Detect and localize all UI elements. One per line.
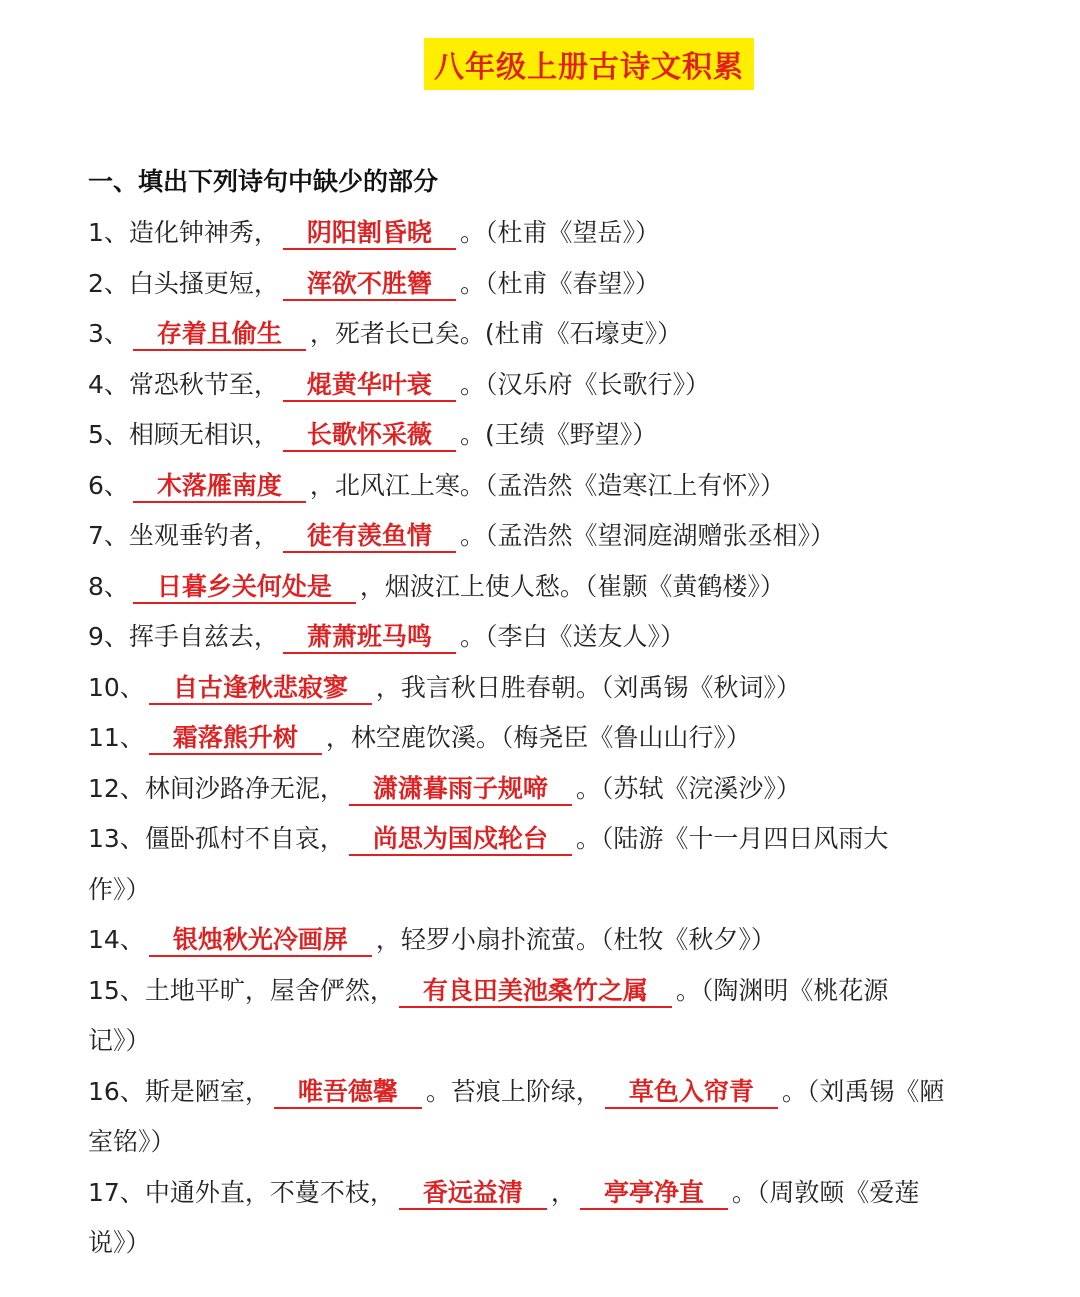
question-source: ，林空鹿饮溪。（梅尧臣《鲁山山行》）: [325, 723, 751, 752]
answer-blank: 潇潇暮雨子规啼: [349, 774, 572, 806]
question-item: [88, 562, 993, 613]
question-source: 。（刘禹锡《陋: [781, 1076, 945, 1106]
question-text: 土地平旷，屋舍俨然，: [144, 975, 395, 1005]
question-number: 5、: [88, 420, 129, 449]
answer-blank: 香远益清: [399, 1178, 547, 1210]
question-item: [88, 814, 993, 915]
section-heading: 一、填出下列诗句中缺少的部分: [88, 167, 439, 196]
answer-blank: 唯吾德馨: [274, 1077, 422, 1109]
question-number: 15、: [88, 975, 145, 1005]
question-source: 。（陶渊明《桃花源: [675, 975, 889, 1005]
answer-blank: 有良田美池桑竹之属: [399, 976, 672, 1008]
question-text: 常恐秋节至，: [128, 369, 279, 399]
question-source: 。（汉乐府《长歌行》）: [459, 369, 710, 399]
question-source: 。（杜甫《望岳》）: [459, 218, 660, 247]
question-item: [88, 915, 993, 966]
question-item: [88, 309, 993, 360]
question-source-continued: 记》）: [88, 1026, 151, 1055]
question-source: 。（陆游《十一月四日风雨大: [575, 824, 889, 853]
answer-blank: 木落雁南度: [133, 471, 306, 503]
question-item: [88, 612, 993, 663]
answer-blank: 自古逢秋悲寂寥: [149, 673, 372, 705]
question-item: [88, 360, 993, 411]
question-number: 7、: [88, 521, 129, 550]
question-text: ，: [550, 1177, 576, 1207]
answer-blank: 浑欲不胜簪: [283, 269, 456, 301]
question-number: 2、: [88, 268, 129, 298]
answer-blank: 草色入帘青: [605, 1077, 778, 1109]
question-text: 僵卧孤村不自哀，: [144, 824, 345, 853]
question-number: 11、: [88, 723, 145, 752]
question-source: 。(王绩《野望》）: [459, 420, 658, 449]
question-item: [88, 966, 993, 1067]
question-source: 。（李白《送友人》）: [459, 622, 685, 651]
question-number: 13、: [88, 824, 145, 853]
question-number: 17、: [88, 1177, 145, 1207]
question-source-continued: 说》）: [88, 1228, 151, 1257]
question-source: ，北风江上寒。（孟浩然《造寒江上有怀》）: [309, 470, 785, 500]
answer-blank: 亭亭净直: [580, 1178, 728, 1210]
question-text: 造化钟神秀，: [128, 218, 279, 247]
question-number: 14、: [88, 925, 145, 954]
answer-blank: 焜黄华叶衰: [283, 370, 456, 402]
question-text: 坐观垂钓者，: [128, 521, 279, 550]
question-source: ，我言秋日胜春朝。（刘禹锡《秋词》）: [375, 672, 801, 702]
question-item: [88, 1067, 993, 1168]
question-source: 。（苏轼《浣溪沙》）: [575, 773, 801, 803]
question-number: 16、: [88, 1076, 145, 1106]
question-text: 白头搔更短，: [128, 268, 279, 298]
answer-blank: 银烛秋光冷画屏: [149, 925, 372, 957]
answer-blank: 霜落熊升树: [149, 723, 322, 755]
answer-blank: 存着且偷生: [133, 319, 306, 351]
question-text: 中通外直，不蔓不枝，: [144, 1177, 395, 1207]
question-text: 挥手自兹去，: [128, 622, 279, 651]
question-source: 。（杜甫《春望》）: [459, 268, 660, 298]
answer-blank: 萧萧班马鸣: [283, 622, 456, 654]
question-number: 1、: [88, 218, 129, 247]
question-number: 4、: [88, 369, 129, 399]
question-number: 12、: [88, 773, 145, 803]
question-source: ，烟波江上使人愁。（崔颢《黄鹤楼》）: [359, 571, 785, 601]
question-source: ，死者长已矣。(杜甫《石壕吏》）: [309, 319, 683, 348]
answer-blank: 尚思为国戍轮台: [349, 824, 572, 856]
answer-blank: 长歌怀采薇: [283, 420, 456, 452]
question-text: 相顾无相识，: [128, 420, 279, 449]
question-number: 8、: [88, 571, 129, 601]
question-number: 9、: [88, 622, 129, 651]
answer-blank: 阴阳割昏晓: [283, 218, 456, 250]
question-number: 3、: [88, 319, 129, 348]
question-item: [88, 208, 993, 259]
question-list: [88, 208, 993, 1269]
question-item: [88, 259, 993, 310]
question-source-continued: 室铭》）: [88, 1127, 176, 1156]
answer-blank: 日暮乡关何处是: [133, 572, 356, 604]
question-source: 。（孟浩然《望洞庭湖赠张丞相》）: [459, 521, 835, 550]
question-item: [88, 410, 993, 461]
question-number: 10、: [88, 672, 145, 702]
question-item: [88, 764, 993, 815]
question-text: 斯是陋室，: [144, 1076, 270, 1106]
question-text: 。苔痕上阶绿，: [425, 1076, 601, 1106]
question-source: ，轻罗小扇扑流萤。（杜牧《秋夕》）: [375, 925, 776, 954]
question-item: [88, 1168, 993, 1269]
page-title: 八年级上册古诗文积累: [434, 50, 744, 85]
question-item: [88, 663, 993, 714]
question-number: 6、: [88, 470, 129, 500]
title-highlight: [424, 38, 754, 90]
question-source: 。（周敦颐《爱莲: [731, 1177, 920, 1207]
question-item: [88, 461, 993, 512]
question-source-continued: 作》）: [88, 874, 151, 904]
answer-blank: 徒有羡鱼情: [283, 521, 456, 553]
question-item: [88, 713, 993, 764]
question-text: 林间沙路净无泥，: [144, 773, 345, 803]
question-item: [88, 511, 993, 562]
